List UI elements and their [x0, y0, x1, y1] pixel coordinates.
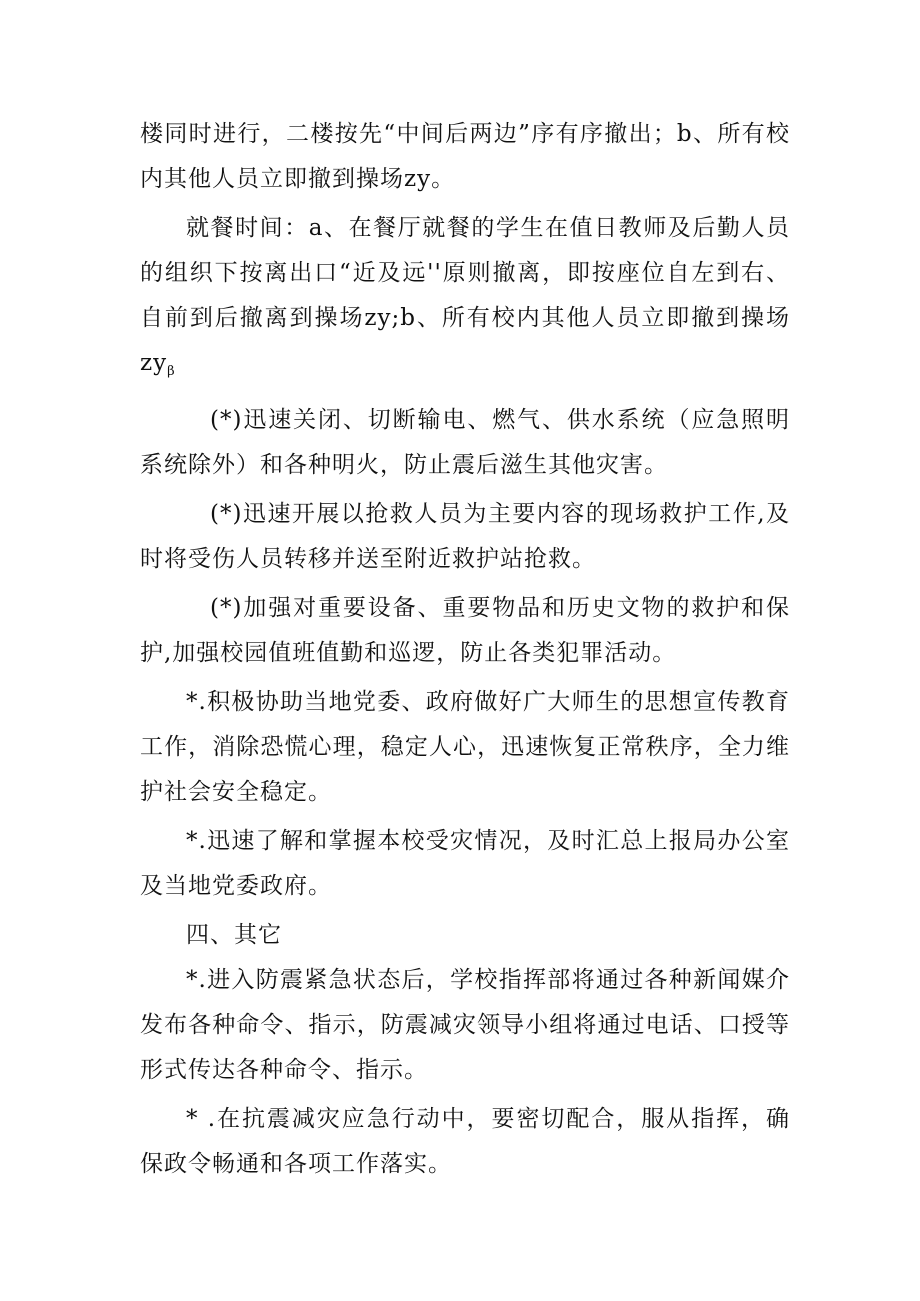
subscript-mark: β — [167, 364, 176, 379]
section-heading-other: 四、其它 — [186, 922, 282, 948]
paragraph-dining-time — [140, 206, 790, 394]
paragraph-assist-government: *.积极协助当地党委、政府做好广大师生的思想宣传教育工作，消除恐慌心理，稳定人心，迅速恢复正常秩序，全力维护社会安全稳定。 — [140, 689, 790, 805]
paragraph-protection: (*)加强对重要设备、重要物品和历史文物的救护和保护,加强校园值班值勤和巡逻，防止各类犯罪活动。 — [140, 595, 790, 666]
paragraph-evacuation-continued: 楼同时进行，二楼按先“中间后两边”序有序撤出；b、所有校内其他人员立即撤到操场zy。 — [140, 121, 790, 192]
paragraph-cooperation: * .在抗震减灾应急行动中，要密切配合，服从指挥，确保政令畅通和各项工作落实。 — [140, 1106, 790, 1177]
document-body — [140, 112, 790, 1187]
paragraph-emergency-commands: *.进入防震紧急状态后，学校指挥部将通过各种新闻媒介发布各种命令、指示，防震减灾领导小组将通过电话、口授等形式传达各种命令、指示。 — [140, 967, 790, 1083]
paragraph-shutdown-utilities: (*)迅速关闭、切断输电、燃气、供水系统（应急照明系统除外）和各种明火，防止震后滋生其他灾害。 — [140, 407, 790, 478]
paragraph-report-damage: *.迅速了解和掌握本校受灾情况，及时汇总上报局办公室及当地党委政府。 — [140, 828, 790, 899]
paragraph-dining-time-text: 就餐时间：a、在餐厅就餐的学生在值日教师及后勤人员的组织下按离出口“近及远''原则撤离，即按座位自左到右、自前到后撤离到操场zy;b、所有校内其他人员立即撤到操场zy — [140, 215, 790, 376]
paragraph-rescue: (*)迅速开展以抢救人员为主要内容的现场救护工作,及时将受伤人员转移并送至附近救护站抢救。 — [140, 501, 790, 572]
